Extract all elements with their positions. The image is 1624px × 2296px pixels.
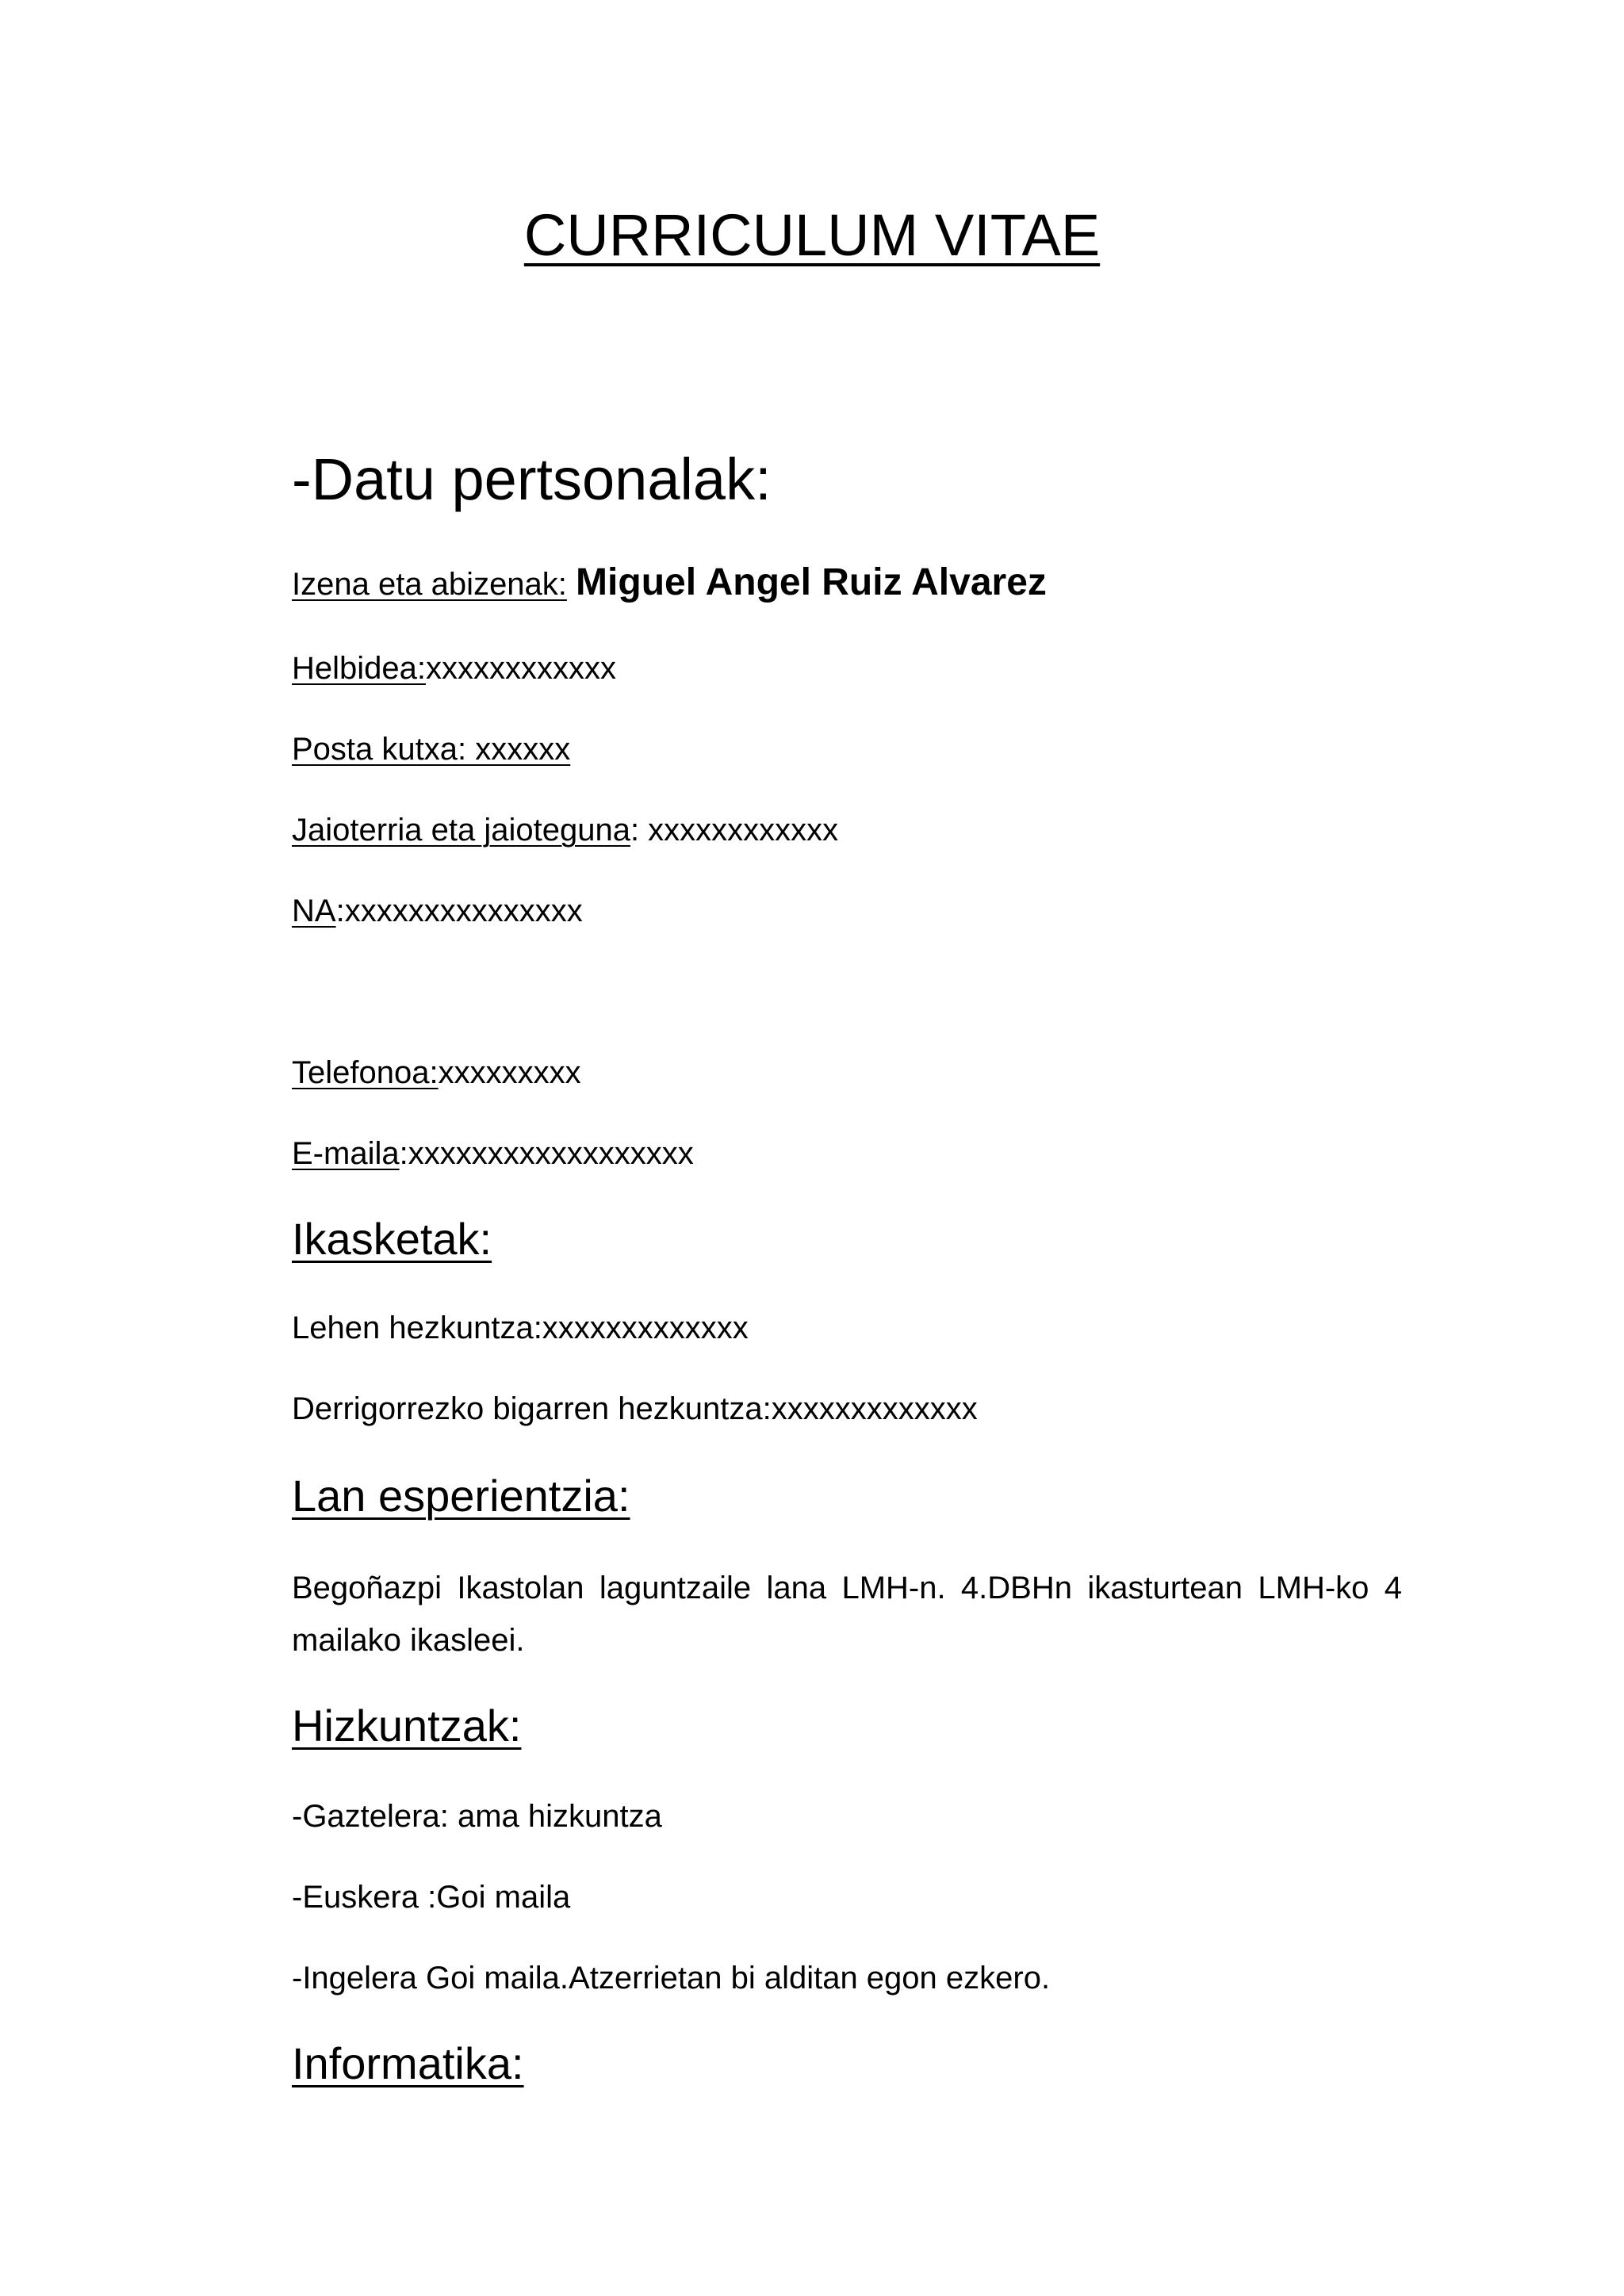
languages-heading: Hizkuntzak: — [292, 1701, 522, 1751]
phone-label: Telefonoa: — [292, 1055, 439, 1090]
birth-label: Jaioterria eta jaioteguna — [292, 813, 630, 848]
secondary-education: Derrigorrezko bigarren hezkuntza:xxxxxxxxxxxxx — [292, 1391, 978, 1426]
email-label: E-maila — [292, 1136, 400, 1171]
id-label: NA — [292, 894, 336, 928]
phone-value: xxxxxxxxx — [438, 1055, 581, 1090]
address-label: Helbidea: — [292, 651, 427, 686]
id-row — [292, 891, 583, 931]
birth-row — [292, 810, 838, 850]
primary-education: Lehen hezkuntza:xxxxxxxxxxxxx — [292, 1311, 749, 1345]
name-value: Miguel Angel Ruiz Alvarez — [576, 561, 1047, 603]
address-row — [292, 649, 616, 688]
studies-heading: Ikasketak: — [292, 1214, 492, 1264]
language-item-english: -Ingelera Goi maila.Atzerrietan bi alditan egon ezkero. — [292, 1961, 1051, 1996]
address-value: xxxxxxxxxxxx — [426, 651, 617, 686]
document-title: CURRICULUM VITAE — [523, 202, 1101, 268]
work-description: Begoñazpi Ikastolan laguntzaile lana LMH-n. 4.DBHn ikasturtean LMH-ko 4 mailako ikasleei. — [292, 1571, 1402, 1658]
personal-data-heading: -Datu pertsonalak: — [292, 446, 772, 512]
work-heading: Lan esperientzia: — [292, 1471, 630, 1521]
name-row — [292, 563, 1047, 604]
email-row — [292, 1134, 694, 1173]
computing-heading: Informatika: — [292, 2038, 524, 2088]
name-label: Izena eta abizenak: — [292, 567, 567, 602]
language-item-spanish: -Gaztelera: ama hizkuntza — [292, 1799, 662, 1834]
email-value: :xxxxxxxxxxxxxxxxxx — [399, 1136, 694, 1171]
language-item-basque: -Euskera :Goi maila — [292, 1880, 571, 1915]
postal-row — [292, 729, 570, 769]
id-value: :xxxxxxxxxxxxxxx — [335, 894, 583, 928]
phone-row — [292, 1053, 581, 1093]
birth-value: : xxxxxxxxxxxx — [630, 813, 839, 848]
postal-label: Posta kutxa: xxxxxx — [292, 732, 571, 767]
